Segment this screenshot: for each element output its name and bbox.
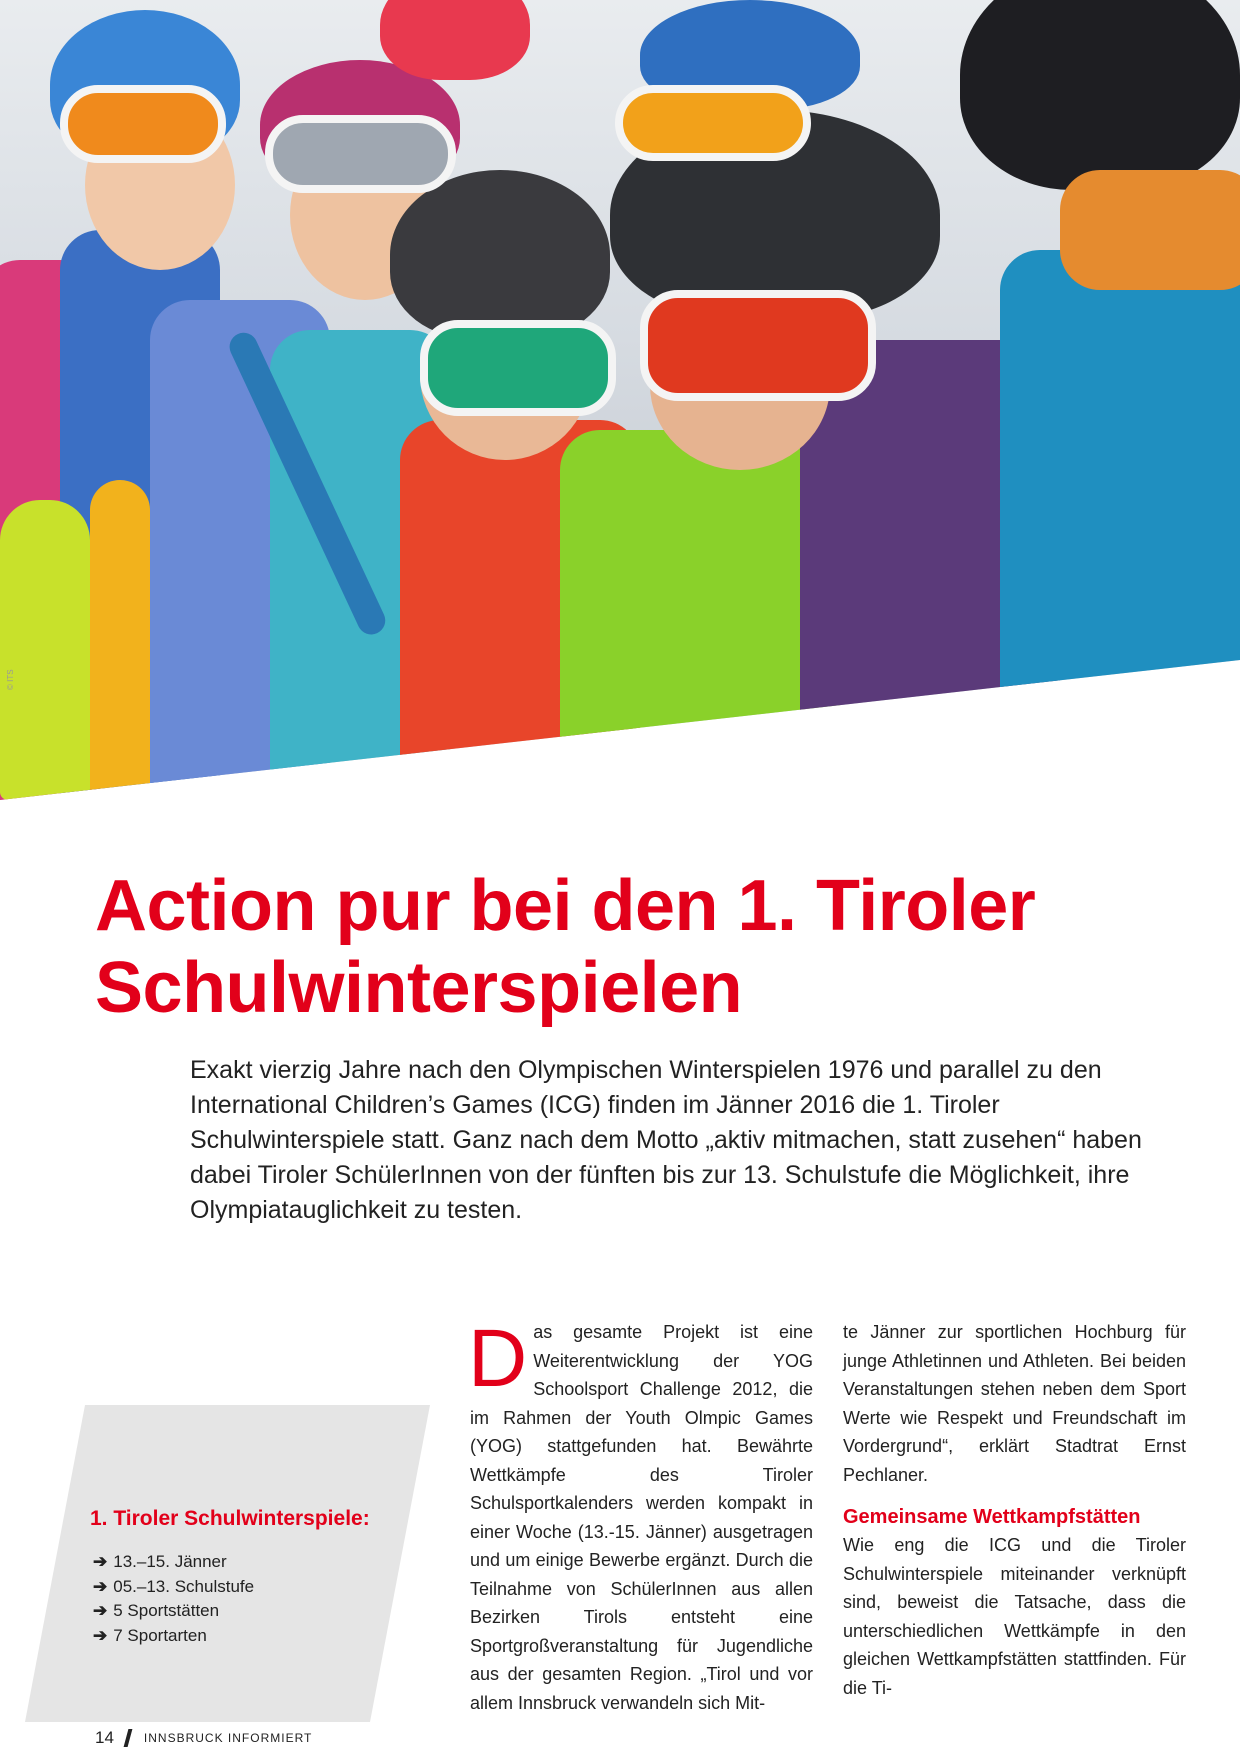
photo-credit: © ITS [6,669,15,690]
article-text: as gesamte Projekt ist eine Weiterentwicklung der YOG Schoolsport Challenge 2012, die im Rahmen der Youth Olmpic Games (YOG) stattgefunden hat. Bewährte Wettkämpfe des Tiroler Schulsportkalenders werden kompakt in einer Woche (13.-15. Jänner) ausgetragen und um einige Bewerbe ergänzt. Durch die Teilnahme von SchülerInnen aus allen Bezirken Tirols entsteht eine Sportgroßveranstaltung für Jugendliche aus der gesamten Region. „Tirol und vor allem Innsbruck verwandeln sich Mit- [470,1322,813,1713]
publication-name: INNSBRUCK INFORMIERT [143,1731,313,1745]
article-subheading: Gemeinsame Wettkampfstätten [843,1506,1141,1528]
list-item: ➔ 05.–13. Schulstufe [93,1576,255,1596]
slash-divider [124,1729,133,1747]
article-text: te Jänner zur sportlichen Hochburg für junge Athletinnen und Athleten. Bei beiden Veranstaltungen stehen neben dem Sport Werte wie Respekt und Freundschaft im Vordergrund“, erklärt Stadtrat Ernst Pechlaner. [843,1322,1186,1485]
arrow-right-icon: ➔ [93,1552,108,1571]
lead-paragraph: Exakt vierzig Jahre nach den Olympischen Winterspielen 1976 und parallel zu den International Children’s Games (ICG) finden im Jänner 2016 die 1. Tiroler Schulwinterspiele statt. Ganz nach dem Motto „aktiv mitmachen, statt zusehen“ haben dabei Tiroler SchülerInnen von der fünften bis zur 13. Schulstufe die Möglichkeit, ihre Olympiatauglichkeit zu testen. [190,1056,1142,1224]
list-item: ➔ 13.–15. Jänner [93,1552,227,1571]
article-column-2 [843,1318,1186,1702]
info-box-list [93,1550,254,1648]
page-title [95,865,1155,1029]
drop-cap: D [468,1313,528,1404]
list-item: ➔ 5 Sportstätten [93,1601,220,1620]
arrow-right-icon: ➔ [93,1625,108,1645]
page-number: 14 [95,1728,114,1747]
info-box-title: 1. Tiroler Schulwinterspiele: [90,1507,370,1530]
title-line-1: Action pur bei den 1. Tiroler [95,866,1036,946]
hero-photo [0,0,1240,800]
article-column-1 [468,1313,813,1717]
arrow-right-icon: ➔ [93,1601,108,1620]
page-footer [95,1728,312,1748]
article-text: Wie eng die ICG und die Tiroler Schulwinterspiele miteinander verknüpft sind, beweist die Tatsache, dass die unterschiedlichen Wettkämpfe in den gleichen Wettkampfstätten stattfinden. Für die Ti- [843,1535,1186,1698]
list-item: ➔ 7 Sportarten [93,1625,207,1645]
arrow-right-icon: ➔ [93,1576,108,1596]
title-line-2: Schulwinterspielen [95,948,743,1028]
